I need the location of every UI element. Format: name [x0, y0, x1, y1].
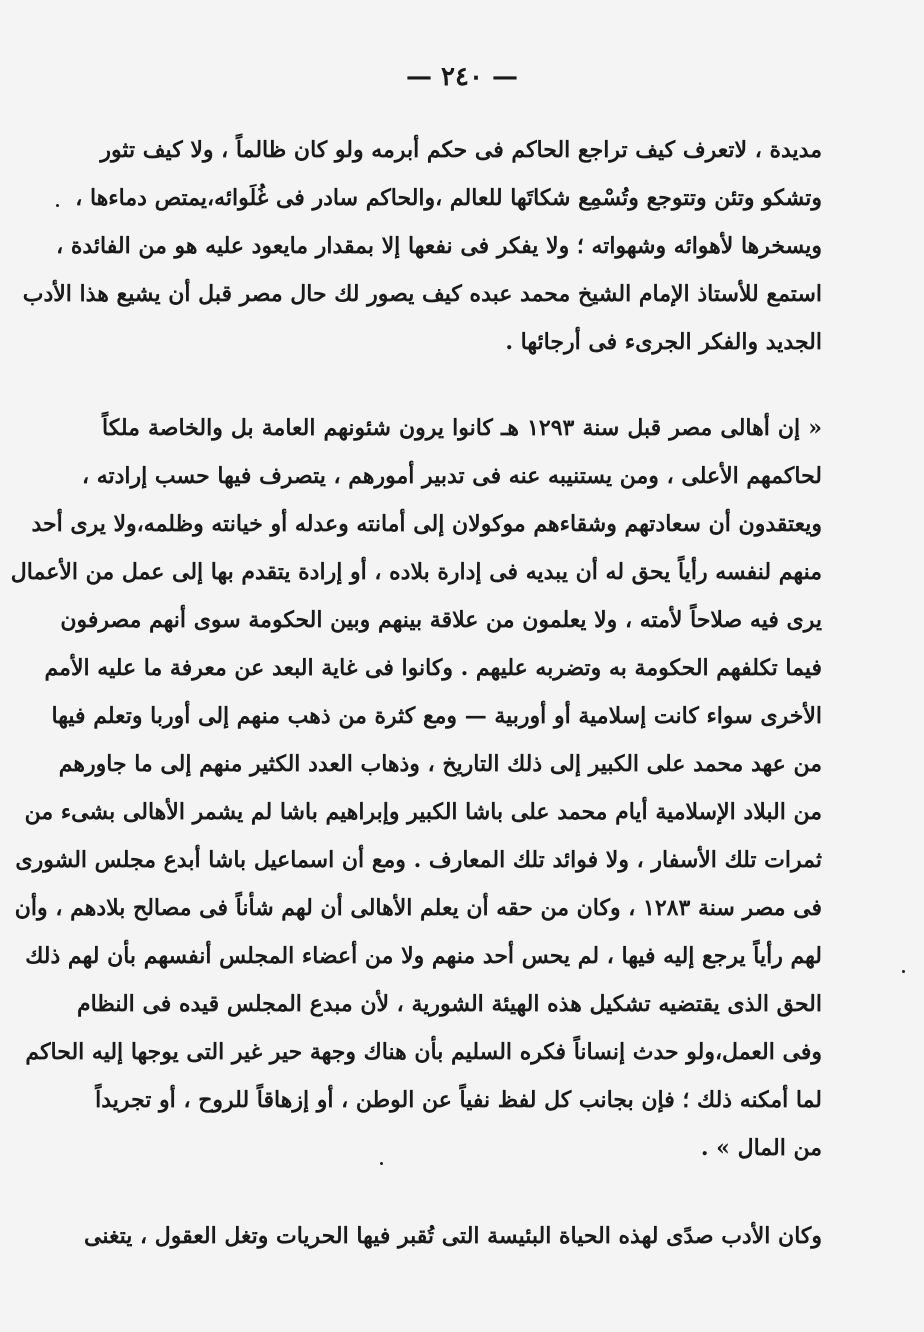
text-line: وتشكو وتئن وتتوجع وتُسْمِع شكاتَها للعالم ،والحاكم سادر فى غُلَوائه،يمتص دماءها ،	[75, 185, 822, 211]
scan-speck	[380, 1162, 383, 1165]
paragraph-intro	[22, 126, 822, 366]
text-line: من المال » .	[700, 1135, 822, 1161]
text-line: لحاكمهم الأعلى ، ومن يستنيبه عنه فى تدبير أمورهم ، يتصرف فيها حسب إرادته ،	[81, 463, 822, 489]
text-line: منهم لنفسه رأياً يحق له أن يبديه فى إدارة بلاده ، أو إرادة يتقدم بها إلى عمل من الأعمال	[10, 559, 822, 585]
scan-speck	[56, 204, 59, 207]
text-line: من عهد محمد على الكبير إلى ذلك التاريخ ، وذهاب العدد الكثير منهم إلى ما جاورهم	[58, 751, 822, 777]
text-line: ثمرات تلك الأسفار ، ولا فوائد تلك المعارف . ومع أن اسماعيل باشا أبدع مجلس الشورى	[15, 847, 822, 873]
text-line: يرى فيه صلاحاً لأمته ، ولا يعلمون من علاقة بينهم وبين الحكومة سوى أنهم مصرفون	[60, 607, 822, 633]
text-line: من البلاد الإسلامية أيام محمد على باشا الكبير وإبراهيم باشا لم يشمر الأهالى بشىء من	[24, 799, 822, 825]
text-line: ويسخرها لأهوائه وشهواته ؛ ولا يفكر فى نفعها إلا بمقدار مايعود عليه هو من الفائدة ،	[56, 233, 822, 259]
paragraph-closing	[84, 1212, 822, 1260]
text-line: فى مصر سنة ١٢٨٣ ، وكان من حقه أن يعلم الأهالى أن لهم شأناً فى مصالح بلادهم ، وأن	[14, 895, 822, 921]
text-line: وفى العمل،ولو حدث إنساناً فكره السليم بأن هناك وجهة حير غير التى يوجها إليه الحاكم	[25, 1039, 822, 1065]
text-line: الجديد والفكر الجرىء فى أرجائها .	[505, 329, 822, 355]
text-line: « إن أهالى مصر قبل سنة ١٢٩٣ هـ كانوا يرون شئونهم العامة بل والخاصة ملكاً	[102, 415, 822, 441]
text-line: الأخرى سواء كانت إسلامية أو أوربية — ومع كثرة من ذهب منهم إلى أوربا وتعلم فيها	[51, 703, 822, 729]
text-line: لهم رأياً يرجع إليه فيها ، لم يحس أحد منهم ولا من أعضاء المجلس أنفسهم بأن لهم ذلك	[25, 943, 822, 969]
paragraph-quote	[10, 404, 822, 1172]
text-line: استمع للأستاذ الإمام الشيخ محمد عبده كيف يصور لك حال مصر قبل أن يشيع هذا الأدب	[22, 281, 822, 307]
text-line: وكان الأدب صدًى لهذه الحياة البئيسة التى تُقبر فيها الحريات وتغل العقول ، يتغنى	[84, 1223, 822, 1249]
scan-speck	[902, 970, 905, 973]
page-number: — ٢٤٠ —	[405, 62, 519, 92]
text-line: الحق الذى يقتضيه تشكيل هذه الهيئة الشورية ، لأن مبدع المجلس قيده فى النظام	[76, 991, 822, 1017]
text-line: فيما تكلفهم الحكومة به وتضربه عليهم . وكانوا فى غاية البعد عن معرفة ما عليه الأمم	[44, 655, 822, 681]
text-line: مديدة ، لاتعرف كيف تراجع الحاكم فى حكم أبرمه ولو كان ظالماً ، ولا كيف تثور	[100, 137, 822, 163]
text-line: ويعتقدون أن سعادتهم وشقاءهم موكولان إلى أمانته وعدله أو خيانته وظلمه،ولا يرى أحد	[31, 511, 822, 537]
text-line: لما أمكنه ذلك ؛ فإن بجانب كل لفظ نفياً عن الوطن ، أو إزهاقاً للروح ، أو تجريداً	[95, 1087, 822, 1113]
